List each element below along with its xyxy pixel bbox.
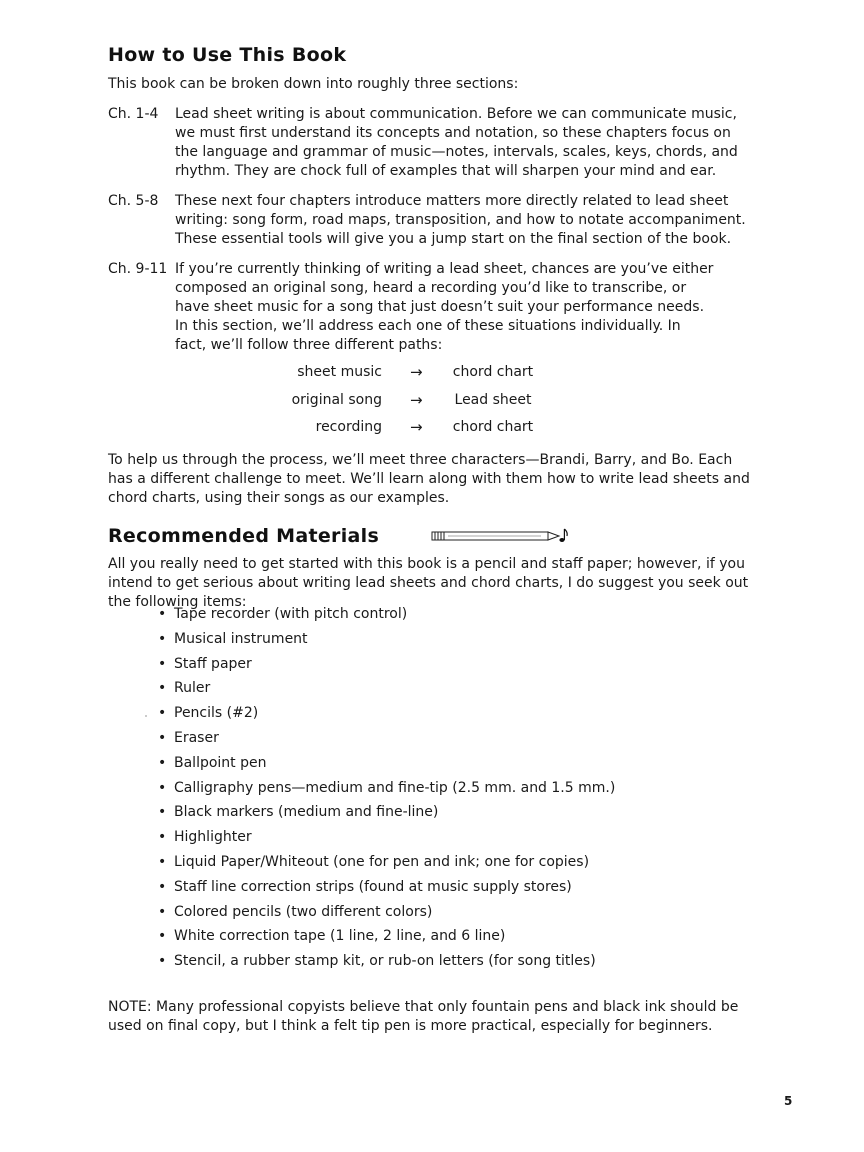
- bullet-icon: •: [158, 853, 167, 870]
- right-arrow-icon: →: [410, 363, 423, 381]
- list-item: [158, 629, 615, 654]
- bullet-icon: •: [158, 630, 167, 647]
- chapter-label: Ch. 9-11: [108, 261, 168, 277]
- list-item: [158, 926, 615, 951]
- bullet-icon: •: [158, 729, 167, 746]
- path-target: Lead sheet: [454, 391, 532, 408]
- chapter-description: If you’re currently thinking of writing a lead sheet, chances are you’ve either composed an original song, heard a recording you’d like to transcribe, or have sheet music for a song that just doesn’t suit your performance needs. In this section, we’ll address each one of these situations individually. In fact, we’ll follow three different paths:: [175, 261, 714, 353]
- bullet-icon: •: [158, 754, 167, 771]
- list-item: [158, 802, 615, 827]
- page-number: 5: [784, 1094, 793, 1108]
- materials-intro: All you really need to get started with this book is a pencil and staff paper; however, if you intend to get serious about writing lead sheets and chord charts, I do suggest you seek out the following items:: [108, 556, 749, 610]
- path-source: sheet music: [297, 364, 382, 380]
- list-item-text: Stencil, a rubber stamp kit, or rub-on letters (for song titles): [174, 953, 596, 970]
- list-item-text: Highlighter: [174, 829, 252, 846]
- chapter-label: Ch. 1-4: [108, 106, 159, 122]
- paths-table: [290, 364, 550, 447]
- section-title-how-to-use: How to Use This Book: [108, 44, 347, 66]
- how-to-use-intro: This book can be broken down into roughly three sections:: [108, 76, 519, 92]
- how-to-use-closing: To help us through the process, we’ll meet three characters—Brandi, Barry, and Bo. Each has a different challenge to meet. We’ll learn along with them how to write lead sheets and chord charts, using their songs as our examples.: [108, 452, 750, 506]
- chapter-entry: [108, 260, 758, 355]
- scan-speck: [145, 715, 147, 717]
- list-item-text: Staff paper: [174, 655, 252, 672]
- path-target: chord chart: [452, 419, 534, 435]
- path-row: [290, 364, 550, 392]
- chapter-entry: [108, 192, 758, 249]
- materials-list: [158, 604, 615, 976]
- list-item-text: Tape recorder (with pitch control): [174, 606, 408, 622]
- list-item-text: Musical instrument: [174, 630, 308, 647]
- bullet-icon: •: [158, 928, 167, 945]
- bullet-icon: •: [158, 878, 167, 895]
- chapter-label: Ch. 5-8: [108, 193, 159, 209]
- list-item-text: Black markers (medium and fine-line): [174, 804, 439, 821]
- list-item-text: Staff line correction strips (found at music supply stores): [174, 878, 572, 895]
- list-item-text: Ballpoint pen: [174, 754, 267, 771]
- list-item: [158, 852, 615, 877]
- bullet-icon: •: [158, 606, 167, 622]
- path-row: [290, 392, 550, 420]
- path-source: recording: [315, 419, 382, 435]
- list-item-text: Liquid Paper/Whiteout (one for pen and ink; one for copies): [174, 853, 590, 870]
- list-item: [158, 703, 615, 728]
- list-item: [158, 877, 615, 902]
- list-item-text: White correction tape (1 line, 2 line, and 6 line): [174, 928, 506, 945]
- list-item: [158, 753, 615, 778]
- chapter-description: Lead sheet writing is about communication. Before we can communicate music, we must first understand its concepts and notation, so these chapters focus on the language and grammar of music—notes, intervals, scales, keys, chords, and rhythm. They are chock full of examples that will sharpen your mind and ear.: [175, 106, 738, 179]
- bullet-icon: •: [158, 779, 167, 796]
- list-item-text: Ruler: [174, 680, 211, 697]
- list-item-text: Calligraphy pens—medium and fine-tip (2.5 mm. and 1.5 mm.): [174, 779, 616, 796]
- chapter-description: These next four chapters introduce matters more directly related to lead sheet writing: song form, road maps, transposition, and how to notate accompaniment. These essential tools will give you a jump start on the final section of the book.: [175, 193, 746, 247]
- materials-note: NOTE: Many professional copyists believe that only fountain pens and black ink should be used on final copy, but I think a felt tip pen is more practical, especially for beginners.: [108, 999, 739, 1034]
- bullet-icon: •: [158, 705, 167, 722]
- list-item: [158, 678, 615, 703]
- right-arrow-icon: →: [410, 418, 423, 436]
- list-item: [158, 654, 615, 679]
- list-item: [158, 827, 615, 852]
- chapter-entry: [108, 105, 758, 181]
- bullet-icon: •: [158, 953, 167, 970]
- right-arrow-icon: →: [410, 390, 423, 409]
- list-item: [158, 604, 615, 629]
- section-title-materials: Recommended Materials: [108, 525, 380, 547]
- path-row: [290, 419, 550, 447]
- path-source: original song: [291, 391, 382, 408]
- list-item: [158, 902, 615, 927]
- list-item-text: Eraser: [174, 729, 219, 746]
- list-item: [158, 728, 615, 753]
- list-item-text: Pencils (#2): [174, 705, 259, 722]
- bullet-icon: •: [158, 903, 167, 920]
- list-item-text: Colored pencils (two different colors): [174, 903, 433, 920]
- bullet-icon: •: [158, 680, 167, 697]
- bullet-icon: •: [158, 804, 167, 821]
- list-item: [158, 951, 615, 976]
- pencil-with-music-note-icon: [431, 526, 571, 546]
- bullet-icon: •: [158, 655, 167, 672]
- path-target: chord chart: [452, 364, 534, 380]
- list-item: [158, 778, 615, 803]
- bullet-icon: •: [158, 829, 167, 846]
